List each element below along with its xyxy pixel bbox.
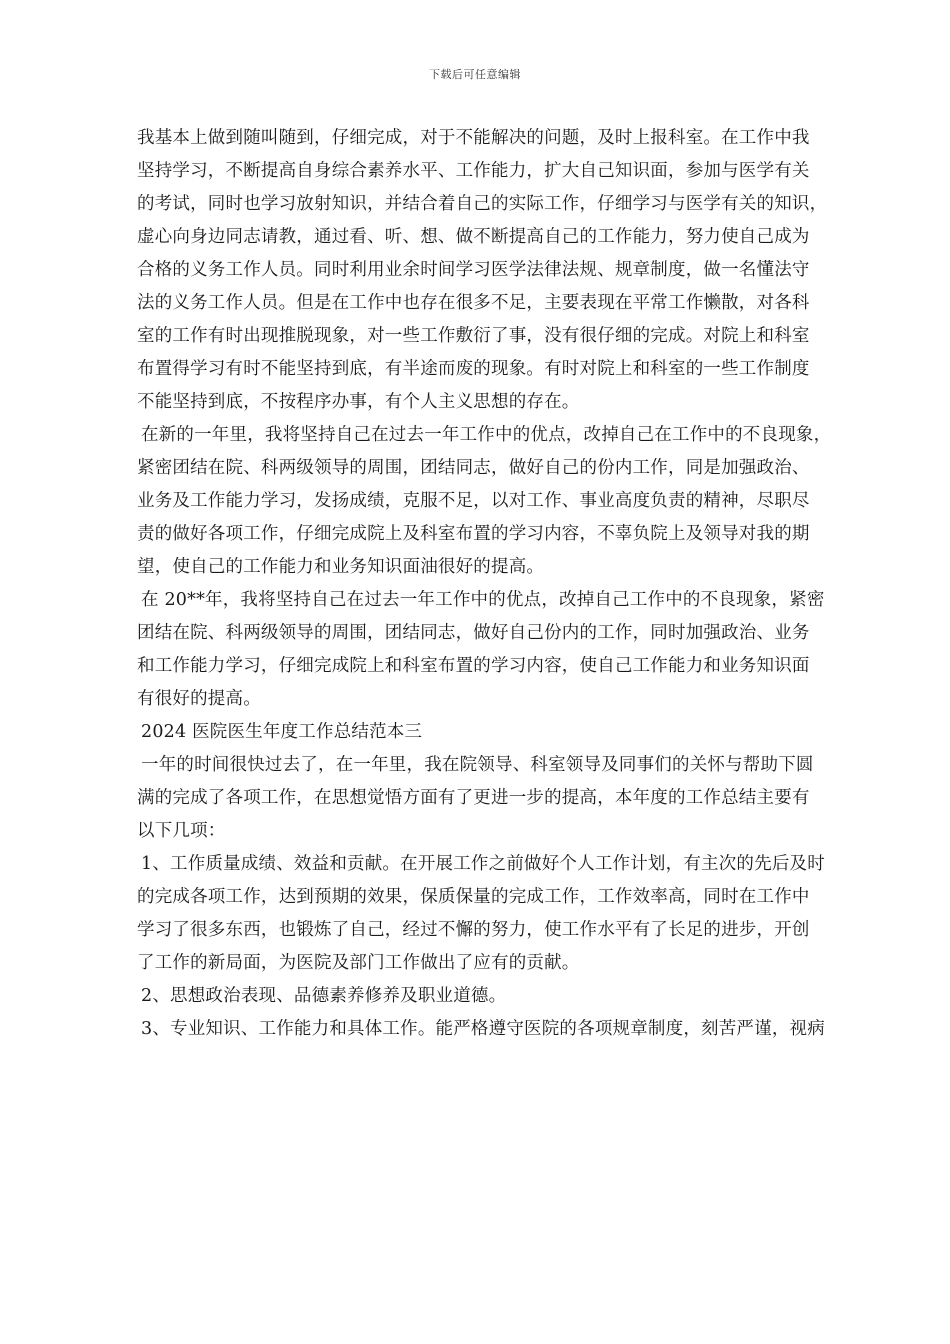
text-line: 紧密团结在院、科两级领导的周围，团结同志，做好自己的份内工作，同是加强政治、 (137, 458, 810, 478)
text-line: 在 20**年，我将坚持自己在过去一年工作中的优点，改掉自己工作中的不良现象，紧密 (141, 590, 825, 610)
text-line: 坚持学习，不断提高自身综合素养水平、工作能力，扩大自己知识面，参加与医学有关 (137, 161, 810, 181)
text-line: 满的完成了各项工作，在思想觉悟方面有了更进一步的提高，本年度的工作总结主要有 (137, 788, 810, 808)
text-line: 虚心向身边同志请教，通过看、听、想、做不断提高自己的工作能力，努力使自己成为 (137, 227, 810, 247)
text-line: 学习了很多东西，也锻炼了自己，经过不懈的努力，使工作水平有了长足的进步，开创 (137, 920, 810, 940)
text-line: 3、专业知识、工作能力和具体工作。能严格遵守医院的各项规章制度，刻苦严谨，视病 (141, 1019, 825, 1039)
text-line: 合格的义务工作人员。同时利用业余时间学习医学法律法规、规章制度，做一名懂法守 (137, 260, 810, 280)
text-line: 我基本上做到随叫随到，仔细完成，对于不能解决的问题，及时上报科室。在工作中我 (137, 128, 810, 148)
text-line: 以下几项： (137, 821, 226, 841)
document-body (137, 122, 893, 1046)
text-line: 一年的时间很快过去了，在一年里，我在院领导、科室领导及同事们的关怀与帮助下圆 (141, 755, 814, 775)
text-line: 室的工作有时出现推脱现象，对一些工作敷衍了事，没有很仔细的完成。对院上和科室 (137, 326, 810, 346)
text-line: 业务及工作能力学习，发扬成绩，克服不足，以对工作、事业高度负责的精神，尽职尽 (137, 491, 810, 511)
text-line: 责的做好各项工作，仔细完成院上及科室布置的学习内容，不辜负院上及领导对我的期 (137, 524, 810, 544)
text-line: 团结在院、科两级领导的周围，团结同志，做好自己份内的工作，同时加强政治、业务 (137, 623, 810, 643)
page-header: 下载后可任意编辑 (429, 68, 521, 81)
text-line: 了工作的新局面，为医院及部门工作做出了应有的贡献。 (137, 953, 580, 973)
text-line: 和工作能力学习，仔细完成院上和科室布置的学习内容，使自己工作能力和业务知识面 (137, 656, 810, 676)
text-line: 有很好的提高。 (137, 689, 261, 709)
text-line: 的完成各项工作，达到预期的效果，保质保量的完成工作，工作效率高，同时在工作中 (137, 887, 810, 907)
text-line: 的考试，同时也学习放射知识，并结合着自己的实际工作，仔细学习与医学有关的知识， (137, 194, 828, 214)
text-line: 不能坚持到底，不按程序办事，有个人主义思想的存在。 (137, 392, 580, 412)
text-line: 在新的一年里，我将坚持自己在过去一年工作中的优点，改掉自己在工作中的不良现象， (141, 425, 832, 445)
text-line: 法的义务工作人员。但是在工作中也存在很多不足，主要表现在平常工作懒散，对各科 (137, 293, 810, 313)
text-line: 1、工作质量成绩、效益和贡献。在开展工作之前做好个人工作计划，有主次的先后及时 (141, 854, 825, 874)
text-line: 布置得学习有时不能坚持到底，有半途而废的现象。有时对院上和科室的一些工作制度 (137, 359, 810, 379)
text-line: 望，使自己的工作能力和业务知识面油很好的提高。 (137, 557, 545, 577)
text-line: 2024 医院医生年度工作总结范本三 (141, 722, 423, 742)
text-line: 2、思想政治表现、品德素养修养及职业道德。 (141, 986, 507, 1006)
